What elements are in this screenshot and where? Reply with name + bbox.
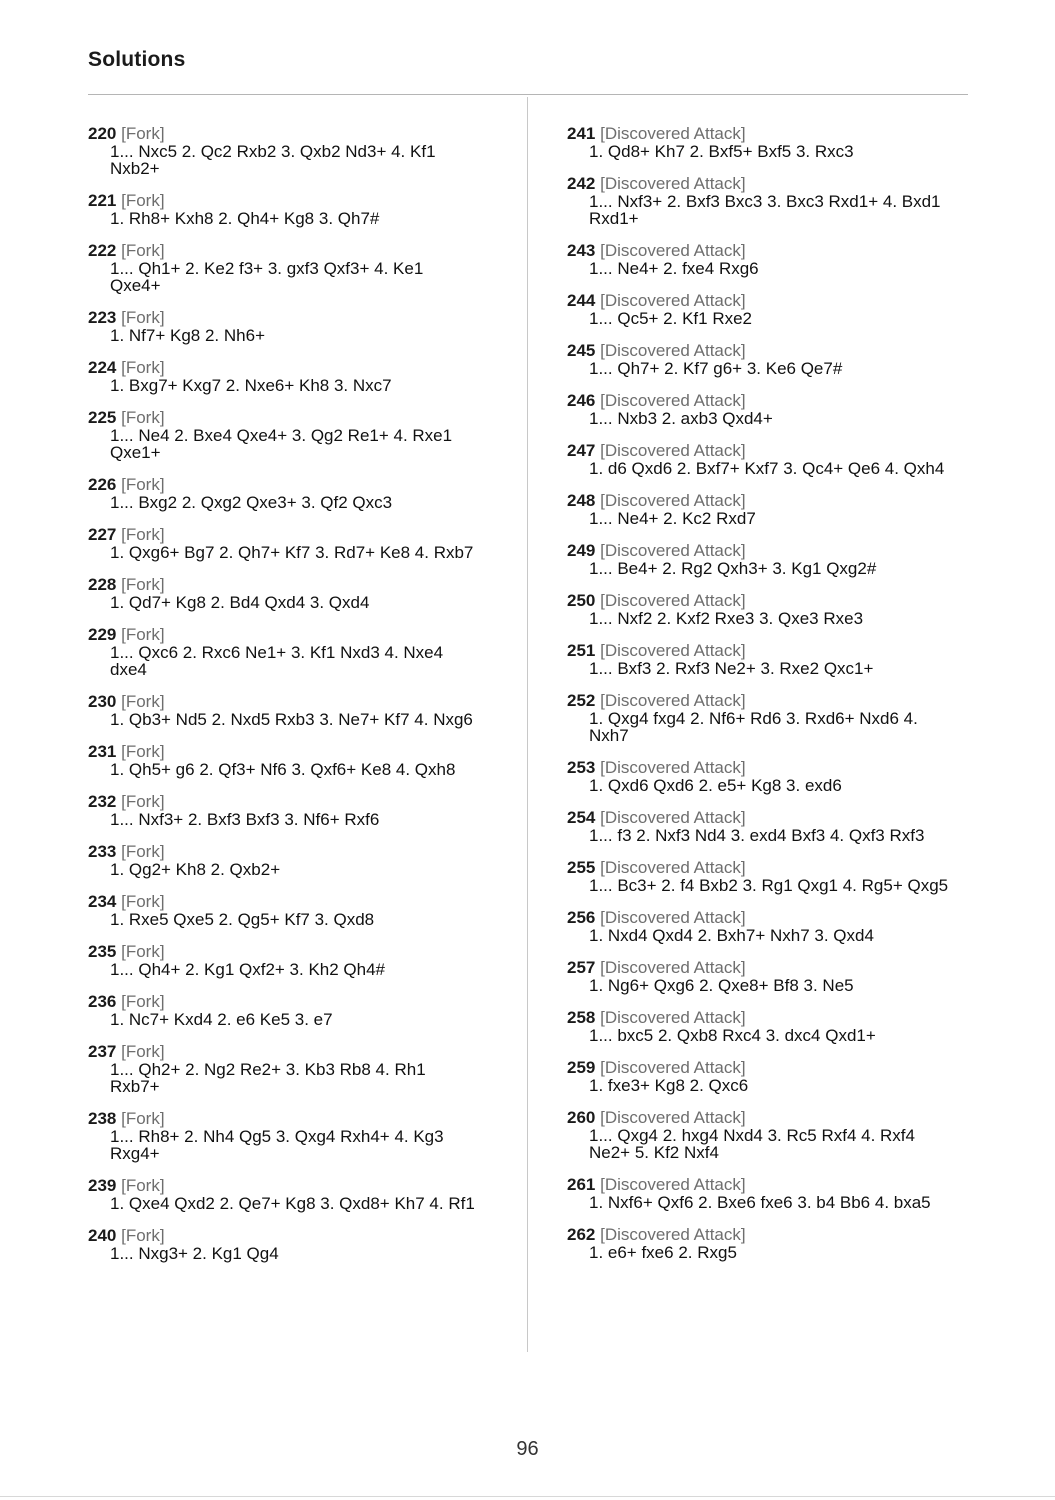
solution-moves: 1... Rh8+ 2. Nh4 Qg5 3. Qxg4 Rxh4+ 4. Kg3 Rxg4+ <box>110 1127 444 1163</box>
solution-theme: [Discovered Attack] <box>600 241 746 260</box>
solution-header <box>88 842 488 861</box>
solution-theme: [Fork] <box>121 942 165 961</box>
solution-header <box>567 174 967 193</box>
solution-number: 235 <box>88 942 117 961</box>
header-divider <box>88 94 968 95</box>
solution-number: 239 <box>88 1176 117 1195</box>
solution-entry <box>567 958 967 994</box>
solution-header <box>567 291 967 310</box>
solution-moves: 1. d6 Qxd6 2. Bxf7+ Kxf7 3. Qc4+ Qe6 4. Qxh4 <box>589 459 945 478</box>
solution-theme: [Fork] <box>121 124 165 143</box>
solution-theme: [Fork] <box>121 358 165 377</box>
solution-number: 222 <box>88 241 117 260</box>
solution-number: 240 <box>88 1226 117 1245</box>
solution-number: 237 <box>88 1042 117 1061</box>
solution-header <box>88 1042 488 1061</box>
solution-entry <box>88 792 488 828</box>
solution-number: 253 <box>567 758 596 777</box>
solution-entry <box>567 391 967 427</box>
solution-theme: [Discovered Attack] <box>600 174 746 193</box>
solution-moves: 1... Nxf3+ 2. Bxf3 Bxf3 3. Nf6+ Rxf6 <box>110 810 380 829</box>
solution-moves: 1. Ng6+ Qxg6 2. Qxe8+ Bf8 3. Ne5 <box>589 976 854 995</box>
solution-entry <box>567 908 967 944</box>
solution-theme: [Discovered Attack] <box>600 808 746 827</box>
solution-entry <box>567 291 967 327</box>
solution-theme: [Discovered Attack] <box>600 124 746 143</box>
solution-header <box>567 491 967 510</box>
solution-entry <box>88 942 488 978</box>
solution-theme: [Fork] <box>121 475 165 494</box>
solution-entry <box>567 491 967 527</box>
solution-number: 255 <box>567 858 596 877</box>
solution-moves: 1. Qd8+ Kh7 2. Bxf5+ Bxf5 3. Rxc3 <box>589 142 854 161</box>
solution-entry <box>88 1176 488 1212</box>
solution-number: 229 <box>88 625 117 644</box>
solution-header <box>88 124 488 143</box>
solution-number: 262 <box>567 1225 596 1244</box>
solution-header <box>567 1008 967 1027</box>
solution-number: 232 <box>88 792 117 811</box>
solution-header <box>567 641 967 660</box>
solution-header <box>88 792 488 811</box>
solution-number: 247 <box>567 441 596 460</box>
solution-theme: [Discovered Attack] <box>600 908 746 927</box>
solution-moves: 1. Nxf6+ Qxf6 2. Bxe6 fxe6 3. b4 Bb6 4. bxa5 <box>589 1193 931 1212</box>
solution-entry <box>567 641 967 677</box>
solution-header <box>88 625 488 644</box>
solution-entry <box>567 124 967 160</box>
solution-header <box>567 758 967 777</box>
solution-theme: [Discovered Attack] <box>600 541 746 560</box>
solution-header <box>567 124 967 143</box>
solution-entry <box>88 892 488 928</box>
solution-moves: 1... Qh4+ 2. Kg1 Qxf2+ 3. Kh2 Qh4# <box>110 960 386 979</box>
solution-header <box>88 475 488 494</box>
solution-moves: 1. Nxd4 Qxd4 2. Bxh7+ Nxh7 3. Qxd4 <box>589 926 874 945</box>
solution-moves: 1... Ne4 2. Bxe4 Qxe4+ 3. Qg2 Re1+ 4. Rxe1 Qxe1+ <box>110 426 453 462</box>
solution-entry <box>88 992 488 1028</box>
solution-header <box>88 191 488 210</box>
solution-entry <box>88 742 488 778</box>
solution-moves: 1. Qxd6 Qxd6 2. e5+ Kg8 3. exd6 <box>589 776 842 795</box>
solution-header <box>567 908 967 927</box>
solution-moves: 1. fxe3+ Kg8 2. Qxc6 <box>589 1076 749 1095</box>
solution-number: 246 <box>567 391 596 410</box>
solution-moves: 1... Nxf3+ 2. Bxf3 Bxc3 3. Bxc3 Rxd1+ 4. Bxd1 Rxd1+ <box>589 192 941 228</box>
solution-theme: [Discovered Attack] <box>600 341 746 360</box>
solution-header <box>567 441 967 460</box>
solution-moves: 1. Bxg7+ Kxg7 2. Nxe6+ Kh8 3. Nxc7 <box>110 376 392 395</box>
solution-theme: [Fork] <box>121 408 165 427</box>
solution-header <box>567 391 967 410</box>
page-number: 96 <box>516 1438 539 1460</box>
solution-entry <box>567 1175 967 1211</box>
solution-theme: [Discovered Attack] <box>600 691 746 710</box>
solution-entry <box>88 1226 488 1262</box>
solution-number: 220 <box>88 124 117 143</box>
solution-moves: 1. Rxe5 Qxe5 2. Qg5+ Kf7 3. Qxd8 <box>110 910 375 929</box>
solution-header <box>88 892 488 911</box>
solution-theme: [Discovered Attack] <box>600 1058 746 1077</box>
solution-header <box>88 525 488 544</box>
solution-moves: 1... Be4+ 2. Rg2 Qxh3+ 3. Kg1 Qxg2# <box>589 559 877 578</box>
solution-moves: 1... Qxg4 2. hxg4 Nxd4 3. Rc5 Rxf4 4. Rxf4 Ne2+ 5. Kf2 Nxf4 <box>589 1126 915 1162</box>
solution-entry <box>88 124 488 177</box>
solution-theme: [Discovered Attack] <box>600 491 746 510</box>
solution-header <box>88 308 488 327</box>
solution-theme: [Fork] <box>121 742 165 761</box>
solution-theme: [Discovered Attack] <box>600 758 746 777</box>
solution-header <box>88 575 488 594</box>
solution-theme: [Discovered Attack] <box>600 591 746 610</box>
solution-number: 245 <box>567 341 596 360</box>
solution-header <box>88 742 488 761</box>
solution-theme: [Fork] <box>121 308 165 327</box>
solution-header <box>567 691 967 710</box>
solution-number: 244 <box>567 291 596 310</box>
solution-header <box>567 241 967 260</box>
solution-header <box>567 591 967 610</box>
solution-theme: [Discovered Attack] <box>600 1008 746 1027</box>
solution-moves: 1... f3 2. Nxf3 Nd4 3. exd4 Bxf3 4. Qxf3 Rxf3 <box>589 826 925 845</box>
solution-entry <box>567 808 967 844</box>
solution-number: 251 <box>567 641 596 660</box>
solution-theme: [Fork] <box>121 992 165 1011</box>
solution-moves: 1. Nf7+ Kg8 2. Nh6+ <box>110 326 265 345</box>
solution-theme: [Discovered Attack] <box>600 441 746 460</box>
solution-number: 252 <box>567 691 596 710</box>
solution-moves: 1. Qxe4 Qxd2 2. Qe7+ Kg8 3. Qxd8+ Kh7 4. Rf1 <box>110 1194 475 1213</box>
solution-entry <box>88 241 488 294</box>
solution-header <box>567 808 967 827</box>
solution-theme: [Fork] <box>121 792 165 811</box>
solution-moves: 1. Qxg6+ Bg7 2. Qh7+ Kf7 3. Rd7+ Ke8 4. Rxb7 <box>110 543 474 562</box>
solution-number: 250 <box>567 591 596 610</box>
solution-moves: 1... bxc5 2. Qxb8 Rxc4 3. dxc4 Qxd1+ <box>589 1026 876 1045</box>
solution-entry <box>88 692 488 728</box>
solution-moves: 1... Ne4+ 2. fxe4 Rxg6 <box>589 259 759 278</box>
solution-entry <box>567 591 967 627</box>
solution-header <box>88 408 488 427</box>
solution-entry <box>88 1042 488 1095</box>
solution-theme: [Fork] <box>121 525 165 544</box>
solution-header <box>567 1225 967 1244</box>
solution-number: 226 <box>88 475 117 494</box>
solution-number: 231 <box>88 742 117 761</box>
solution-entry <box>88 625 488 678</box>
solution-moves: 1. e6+ fxe6 2. Rxg5 <box>589 1243 737 1262</box>
solution-moves: 1... Bxf3 2. Rxf3 Ne2+ 3. Rxe2 Qxc1+ <box>589 659 874 678</box>
solution-entry <box>88 308 488 344</box>
solution-entry <box>567 1058 967 1094</box>
solution-number: 261 <box>567 1175 596 1194</box>
solution-entry <box>88 575 488 611</box>
solution-number: 257 <box>567 958 596 977</box>
solution-number: 254 <box>567 808 596 827</box>
bottom-divider <box>0 1496 1055 1497</box>
solution-theme: [Fork] <box>121 692 165 711</box>
solution-number: 227 <box>88 525 117 544</box>
solution-header <box>88 1176 488 1195</box>
solution-moves: 1. Qh5+ g6 2. Qf3+ Nf6 3. Qxf6+ Ke8 4. Qxh8 <box>110 760 456 779</box>
solution-moves: 1... Nxb3 2. axb3 Qxd4+ <box>589 409 773 428</box>
solution-moves: 1... Bxg2 2. Qxg2 Qxe3+ 3. Qf2 Qxc3 <box>110 493 393 512</box>
solution-header <box>88 241 488 260</box>
solution-entry <box>88 408 488 461</box>
solution-moves: 1... Qxc6 2. Rxc6 Ne1+ 3. Kf1 Nxd3 4. Nxe4 dxe4 <box>110 643 444 679</box>
solution-number: 259 <box>567 1058 596 1077</box>
solution-entry <box>88 475 488 511</box>
column-divider <box>527 97 528 1352</box>
solution-moves: 1... Qc5+ 2. Kf1 Rxe2 <box>589 309 753 328</box>
solution-moves: 1... Nxc5 2. Qc2 Rxb2 3. Qxb2 Nd3+ 4. Kf1 Nxb2+ <box>110 142 436 178</box>
solution-moves: 1... Bc3+ 2. f4 Bxb2 3. Rg1 Qxg1 4. Rg5+ Qxg5 <box>589 876 949 895</box>
solution-number: 223 <box>88 308 117 327</box>
solution-number: 228 <box>88 575 117 594</box>
solution-theme: [Discovered Attack] <box>600 1108 746 1127</box>
solution-theme: [Fork] <box>121 1109 165 1128</box>
solution-number: 230 <box>88 692 117 711</box>
solution-header <box>567 858 967 877</box>
solution-header <box>567 1175 967 1194</box>
solution-moves: 1... Nxg3+ 2. Kg1 Qg4 <box>110 1244 279 1263</box>
solution-entry <box>567 1108 967 1161</box>
solution-header <box>567 341 967 360</box>
solution-number: 233 <box>88 842 117 861</box>
solution-entry <box>567 341 967 377</box>
solution-number: 258 <box>567 1008 596 1027</box>
solution-entry <box>567 1225 967 1261</box>
page-title: Solutions <box>88 48 186 71</box>
solution-theme: [Fork] <box>121 1042 165 1061</box>
solution-theme: [Fork] <box>121 892 165 911</box>
solution-moves: 1... Qh7+ 2. Kf7 g6+ 3. Ke6 Qe7# <box>589 359 843 378</box>
solution-number: 224 <box>88 358 117 377</box>
solution-theme: [Fork] <box>121 241 165 260</box>
solution-entry <box>567 858 967 894</box>
solution-number: 221 <box>88 191 117 210</box>
solution-moves: 1... Ne4+ 2. Kc2 Rxd7 <box>589 509 756 528</box>
solution-moves: 1. Rh8+ Kxh8 2. Qh4+ Kg8 3. Qh7# <box>110 209 380 228</box>
solution-theme: [Discovered Attack] <box>600 291 746 310</box>
solution-number: 242 <box>567 174 596 193</box>
solution-number: 238 <box>88 1109 117 1128</box>
solution-moves: 1. Qb3+ Nd5 2. Nxd5 Rxb3 3. Ne7+ Kf7 4. Nxg6 <box>110 710 473 729</box>
solution-header <box>567 1108 967 1127</box>
solution-header <box>567 541 967 560</box>
solution-entry <box>567 691 967 744</box>
solution-entry <box>567 241 967 277</box>
solution-number: 243 <box>567 241 596 260</box>
solution-entry <box>88 1109 488 1162</box>
solution-theme: [Fork] <box>121 1176 165 1195</box>
solution-entry <box>567 174 967 227</box>
solution-theme: [Discovered Attack] <box>600 1175 746 1194</box>
solution-theme: [Discovered Attack] <box>600 858 746 877</box>
solution-moves: 1... Qh2+ 2. Ng2 Re2+ 3. Kb3 Rb8 4. Rh1 Rxb7+ <box>110 1060 426 1096</box>
solution-header <box>567 958 967 977</box>
solution-theme: [Fork] <box>121 575 165 594</box>
solution-theme: [Fork] <box>121 842 165 861</box>
solution-moves: 1. Qg2+ Kh8 2. Qxb2+ <box>110 860 281 879</box>
solution-header <box>88 1226 488 1245</box>
solution-entry <box>567 541 967 577</box>
solution-theme: [Fork] <box>121 625 165 644</box>
solution-number: 236 <box>88 992 117 1011</box>
solution-theme: [Fork] <box>121 191 165 210</box>
solution-header <box>88 942 488 961</box>
solution-header <box>88 692 488 711</box>
solution-entry <box>88 358 488 394</box>
solution-entry <box>88 842 488 878</box>
solution-moves: 1... Nxf2 2. Kxf2 Rxe3 3. Qxe3 Rxe3 <box>589 609 864 628</box>
solution-header <box>567 1058 967 1077</box>
solution-header <box>88 992 488 1011</box>
solution-number: 225 <box>88 408 117 427</box>
solution-entry <box>567 758 967 794</box>
solution-moves: 1... Qh1+ 2. Ke2 f3+ 3. gxf3 Qxf3+ 4. Ke1 Qxe4+ <box>110 259 424 295</box>
solution-moves: 1. Nc7+ Kxd4 2. e6 Ke5 3. e7 <box>110 1010 333 1029</box>
right-column <box>567 124 967 1275</box>
solution-moves: 1. Qxg4 fxg4 2. Nf6+ Rd6 3. Rxd6+ Nxd6 4. Nxh7 <box>589 709 918 745</box>
solution-theme: [Discovered Attack] <box>600 958 746 977</box>
solution-entry <box>88 525 488 561</box>
left-column <box>88 124 488 1276</box>
solution-number: 241 <box>567 124 596 143</box>
solution-theme: [Fork] <box>121 1226 165 1245</box>
solution-number: 256 <box>567 908 596 927</box>
solution-entry <box>567 1008 967 1044</box>
solution-theme: [Discovered Attack] <box>600 391 746 410</box>
solution-number: 249 <box>567 541 596 560</box>
solution-number: 234 <box>88 892 117 911</box>
solution-number: 248 <box>567 491 596 510</box>
solution-number: 260 <box>567 1108 596 1127</box>
solution-theme: [Discovered Attack] <box>600 1225 746 1244</box>
solution-moves: 1. Qd7+ Kg8 2. Bd4 Qxd4 3. Qxd4 <box>110 593 370 612</box>
solution-header <box>88 1109 488 1128</box>
solution-header <box>88 358 488 377</box>
solution-entry <box>567 441 967 477</box>
solution-entry <box>88 191 488 227</box>
solution-theme: [Discovered Attack] <box>600 641 746 660</box>
